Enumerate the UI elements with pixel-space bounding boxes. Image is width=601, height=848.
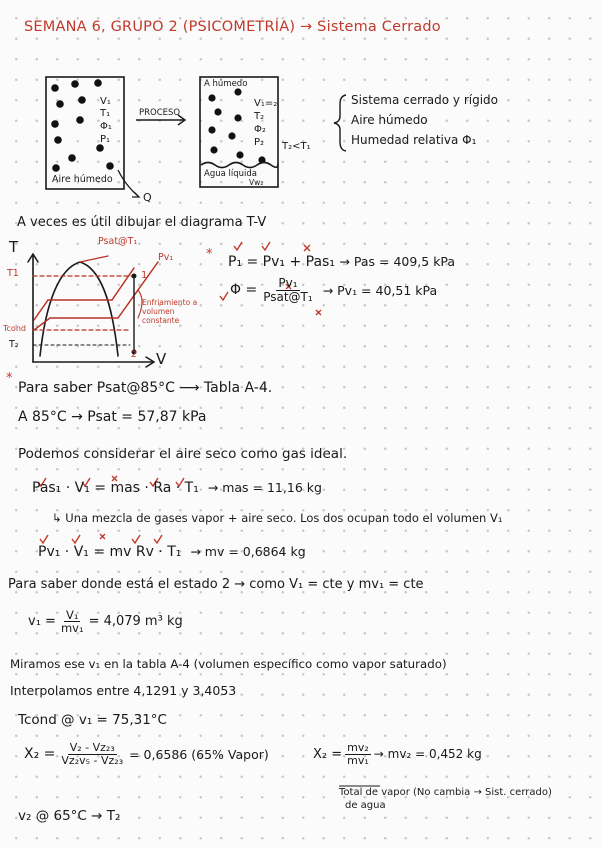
temperature-relation: T₂<T₁	[282, 141, 311, 152]
tv-t2: T₂	[9, 339, 19, 350]
process-label: PROCESO	[139, 108, 181, 118]
page-title: SEMANA 6, GRUPO 2 (PSICOMETRÍA) → Sistema Cerrado	[24, 19, 441, 35]
box1-var-t: T₁	[100, 108, 111, 119]
svg-text:*: *	[6, 371, 13, 386]
svg-text:*: *	[206, 247, 213, 262]
box2-top-label: A húmedo	[204, 79, 248, 89]
tv-pv1-label: Pv₁	[158, 252, 174, 263]
quality-denominator: Vz₂v₅ - Vz₂₃	[61, 753, 124, 767]
mass-quality-numerator: mv₂	[347, 741, 369, 754]
total-vapor-note: Total de vapor (No cambia → Sist. cerrado)	[339, 787, 552, 798]
quality-eq-mass: X₂ = $\frac{\text{mv₂}}{\text{mv₁}}$ → mv₂ = 0,452 kg	[313, 741, 482, 767]
tcond-line: Tcond @ v₁ = 75,31°C	[18, 712, 167, 728]
last-line: v₂ @ 65°C → T₂	[18, 808, 121, 824]
mixture-note: ↳ Una mezcla de gases vapor + aire seco. Los dos ocupan todo el volumen V₁	[52, 511, 503, 525]
box2-liquid-label: Agua líquida	[204, 169, 257, 179]
box1-var-p: P₁	[100, 134, 111, 145]
tv-point-2: 2	[131, 350, 137, 360]
water-note: de agua	[345, 800, 386, 811]
intro-line: A veces es útil dibujar el diagrama T-V	[17, 215, 267, 230]
mass-quality-denominator: mv₁	[347, 753, 369, 767]
quality-numerator: V₂ - Vz₂₃	[69, 741, 115, 754]
bullet-1: Sistema cerrado y rígido	[351, 93, 499, 107]
equation-dry-air: Pas₁ · V₁ = mas · Ra · T₁ → mas = 11,16 kg	[32, 480, 322, 496]
bullet-3: Humedad relativa Φ₁	[351, 133, 477, 147]
box2-var-t: T₂	[254, 111, 265, 122]
box2-var-p: P₂	[254, 137, 265, 148]
box2-var-phi: Φ₂	[254, 124, 266, 135]
box1-var-v: V₁	[100, 96, 111, 107]
specvol-denominator: mv₁	[60, 621, 84, 636]
equation-relative-humidity: Φ = $\frac{\text{Pv₁}}{\text{Psat@T₁}}$ → Pv₁ = 40,51 kPa	[230, 276, 438, 304]
table-line: Miramos ese v₁ en la tabla A-4 (volumen específico como vapor saturado)	[10, 657, 447, 671]
interpolation-line: Interpolamos entre 4,1291 y 3,4053	[10, 683, 237, 698]
box-state-1	[46, 77, 124, 189]
tv-axis-t: T	[9, 238, 19, 256]
box2-liquid-vol: Vw₂	[249, 178, 264, 187]
equation-vapor: Pv₁ · V₁ = mv Rv · T₁ → mv = 0,6864 kg	[38, 544, 306, 560]
tv-diagram	[28, 254, 158, 367]
tv-t1: T1	[7, 268, 19, 279]
rh-denominator: Psat@T₁	[263, 289, 313, 304]
equation-pressure: P₁ = Pv₁ + Pas₁ → Pas = 409,5 kPa	[228, 254, 456, 270]
state2-line: Para saber donde está el estado 2 → como V₁ = cte y mv₁ = cte	[8, 577, 424, 592]
psat-line: Para saber Psat@85°C ⟶ Tabla A-4.	[18, 380, 273, 396]
rh-numerator: Pv₁	[278, 276, 298, 290]
box1-label: Aire húmedo	[52, 174, 113, 185]
tv-note: Enfriamiento a volumen constante	[142, 298, 198, 325]
specvol-numerator: V₁	[66, 608, 79, 622]
tv-point-1: 1	[141, 270, 148, 281]
psat-value: A 85°C → Psat = 57,87 kPa	[18, 409, 207, 425]
bullet-2: Aire húmedo	[351, 113, 428, 127]
specific-volume-eq: v₁ = $\frac{\text{V₁}}{\text{mv₁}}$ = 4,079 m³ kg	[28, 608, 183, 636]
tv-axis-v: V	[156, 350, 167, 368]
heat-label: Q	[143, 191, 152, 204]
tv-tcond: Tcond	[3, 324, 26, 333]
ideal-gas-line: Podemos considerar el aire seco como gas ideal.	[18, 446, 348, 462]
box2-var-v: V₁=₂	[254, 98, 278, 109]
box1-var-phi: Φ₁	[100, 121, 112, 132]
tv-psat-label: Psat@T₁	[98, 236, 138, 247]
quality-eq-volume: X₂ = $\frac{\text{V₂ - Vz₂₃}}{\text{Vz₂v₅ - Vz₂₃}}$ = 0,6586 (65% Vapor)	[24, 741, 269, 767]
